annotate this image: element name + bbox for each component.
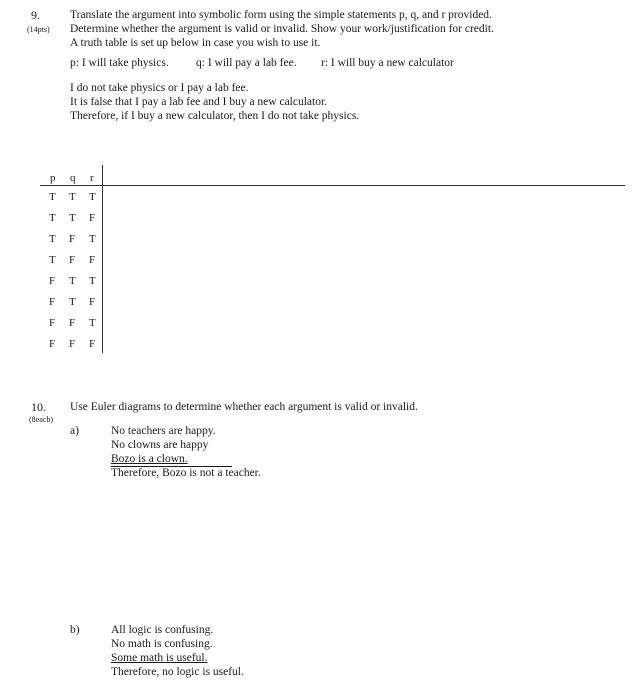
part-a-premise-1: No teachers are happy. bbox=[111, 425, 216, 437]
part-b-premise-2: No math is confusing. bbox=[111, 638, 213, 650]
table-row bbox=[40, 297, 100, 311]
table-cell: F bbox=[69, 338, 76, 350]
truth-table-header-rule bbox=[40, 185, 625, 186]
table-cell: F bbox=[49, 296, 56, 308]
q9-instruction-3: A truth table is set up below in case you wish to use it. bbox=[70, 37, 321, 49]
part-b-premise-1: All logic is confusing. bbox=[111, 624, 214, 636]
table-cell: F bbox=[89, 338, 96, 350]
table-cell: T bbox=[69, 296, 76, 308]
part-b-label: b) bbox=[70, 624, 80, 636]
table-cell: F bbox=[69, 254, 76, 266]
truth-table-vertical-rule bbox=[102, 165, 103, 353]
table-row bbox=[40, 192, 100, 206]
table-cell: F bbox=[89, 254, 96, 266]
table-cell: T bbox=[49, 254, 56, 266]
argument-premise-2: It is false that I pay a lab fee and I buy a new calculator. bbox=[70, 96, 328, 108]
part-a-premise-3-text: Bozo is a clown. bbox=[111, 453, 188, 465]
question-10-number: 10. bbox=[31, 400, 46, 414]
table-cell: T bbox=[49, 233, 56, 245]
table-cell: T bbox=[89, 317, 96, 329]
table-cell: F bbox=[49, 338, 56, 350]
question-9-points: (14pts) bbox=[27, 25, 50, 34]
table-cell: T bbox=[89, 275, 96, 287]
statement-r: r: I will buy a new calculator bbox=[321, 57, 454, 69]
table-cell: T bbox=[49, 191, 56, 203]
table-cell: F bbox=[49, 317, 56, 329]
table-cell: T bbox=[69, 191, 76, 203]
statement-p: p: I will take physics. bbox=[70, 57, 169, 69]
table-cell: T bbox=[89, 233, 96, 245]
q9-instruction-2: Determine whether the argument is valid or invalid. Show your work/justification for credit. bbox=[70, 23, 494, 35]
statement-q: q: I will pay a lab fee. bbox=[196, 57, 297, 69]
header-r: r bbox=[90, 172, 94, 184]
q9-instruction-1: Translate the argument into symbolic form using the simple statements p, q, and r provided. bbox=[70, 9, 492, 21]
table-cell: F bbox=[49, 275, 56, 287]
table-cell: F bbox=[69, 317, 76, 329]
part-b-premise-3: Some math is useful. bbox=[111, 652, 208, 664]
table-row bbox=[40, 213, 100, 227]
table-row bbox=[40, 234, 100, 248]
part-a-premise-3 bbox=[111, 454, 232, 467]
table-row bbox=[40, 276, 100, 290]
table-cell: F bbox=[69, 233, 76, 245]
argument-premise-1: I do not take physics or I pay a lab fee. bbox=[70, 82, 249, 94]
header-q: q bbox=[70, 172, 76, 184]
q10-instruction: Use Euler diagrams to determine whether each argument is valid or invalid. bbox=[70, 401, 418, 413]
part-b-conclusion: Therefore, no logic is useful. bbox=[111, 666, 244, 678]
question-9-number: 9. bbox=[31, 8, 40, 22]
part-a-label: a) bbox=[70, 425, 79, 437]
table-cell: T bbox=[69, 275, 76, 287]
table-cell: F bbox=[89, 212, 96, 224]
truth-table bbox=[40, 165, 630, 355]
argument-conclusion: Therefore, if I buy a new calculator, then I do not take physics. bbox=[70, 110, 360, 122]
table-cell: T bbox=[69, 212, 76, 224]
table-row bbox=[40, 318, 100, 332]
table-cell: F bbox=[89, 296, 96, 308]
part-a-conclusion: Therefore, Bozo is not a teacher. bbox=[111, 467, 261, 479]
table-cell: T bbox=[49, 212, 56, 224]
table-cell: T bbox=[89, 191, 96, 203]
table-row bbox=[40, 255, 100, 269]
part-a-premise-2: No clowns are happy bbox=[111, 439, 209, 451]
truth-table-header-row bbox=[40, 173, 100, 187]
table-row bbox=[40, 339, 100, 353]
question-10-points: (8each) bbox=[29, 415, 53, 424]
header-p: p bbox=[50, 172, 56, 184]
